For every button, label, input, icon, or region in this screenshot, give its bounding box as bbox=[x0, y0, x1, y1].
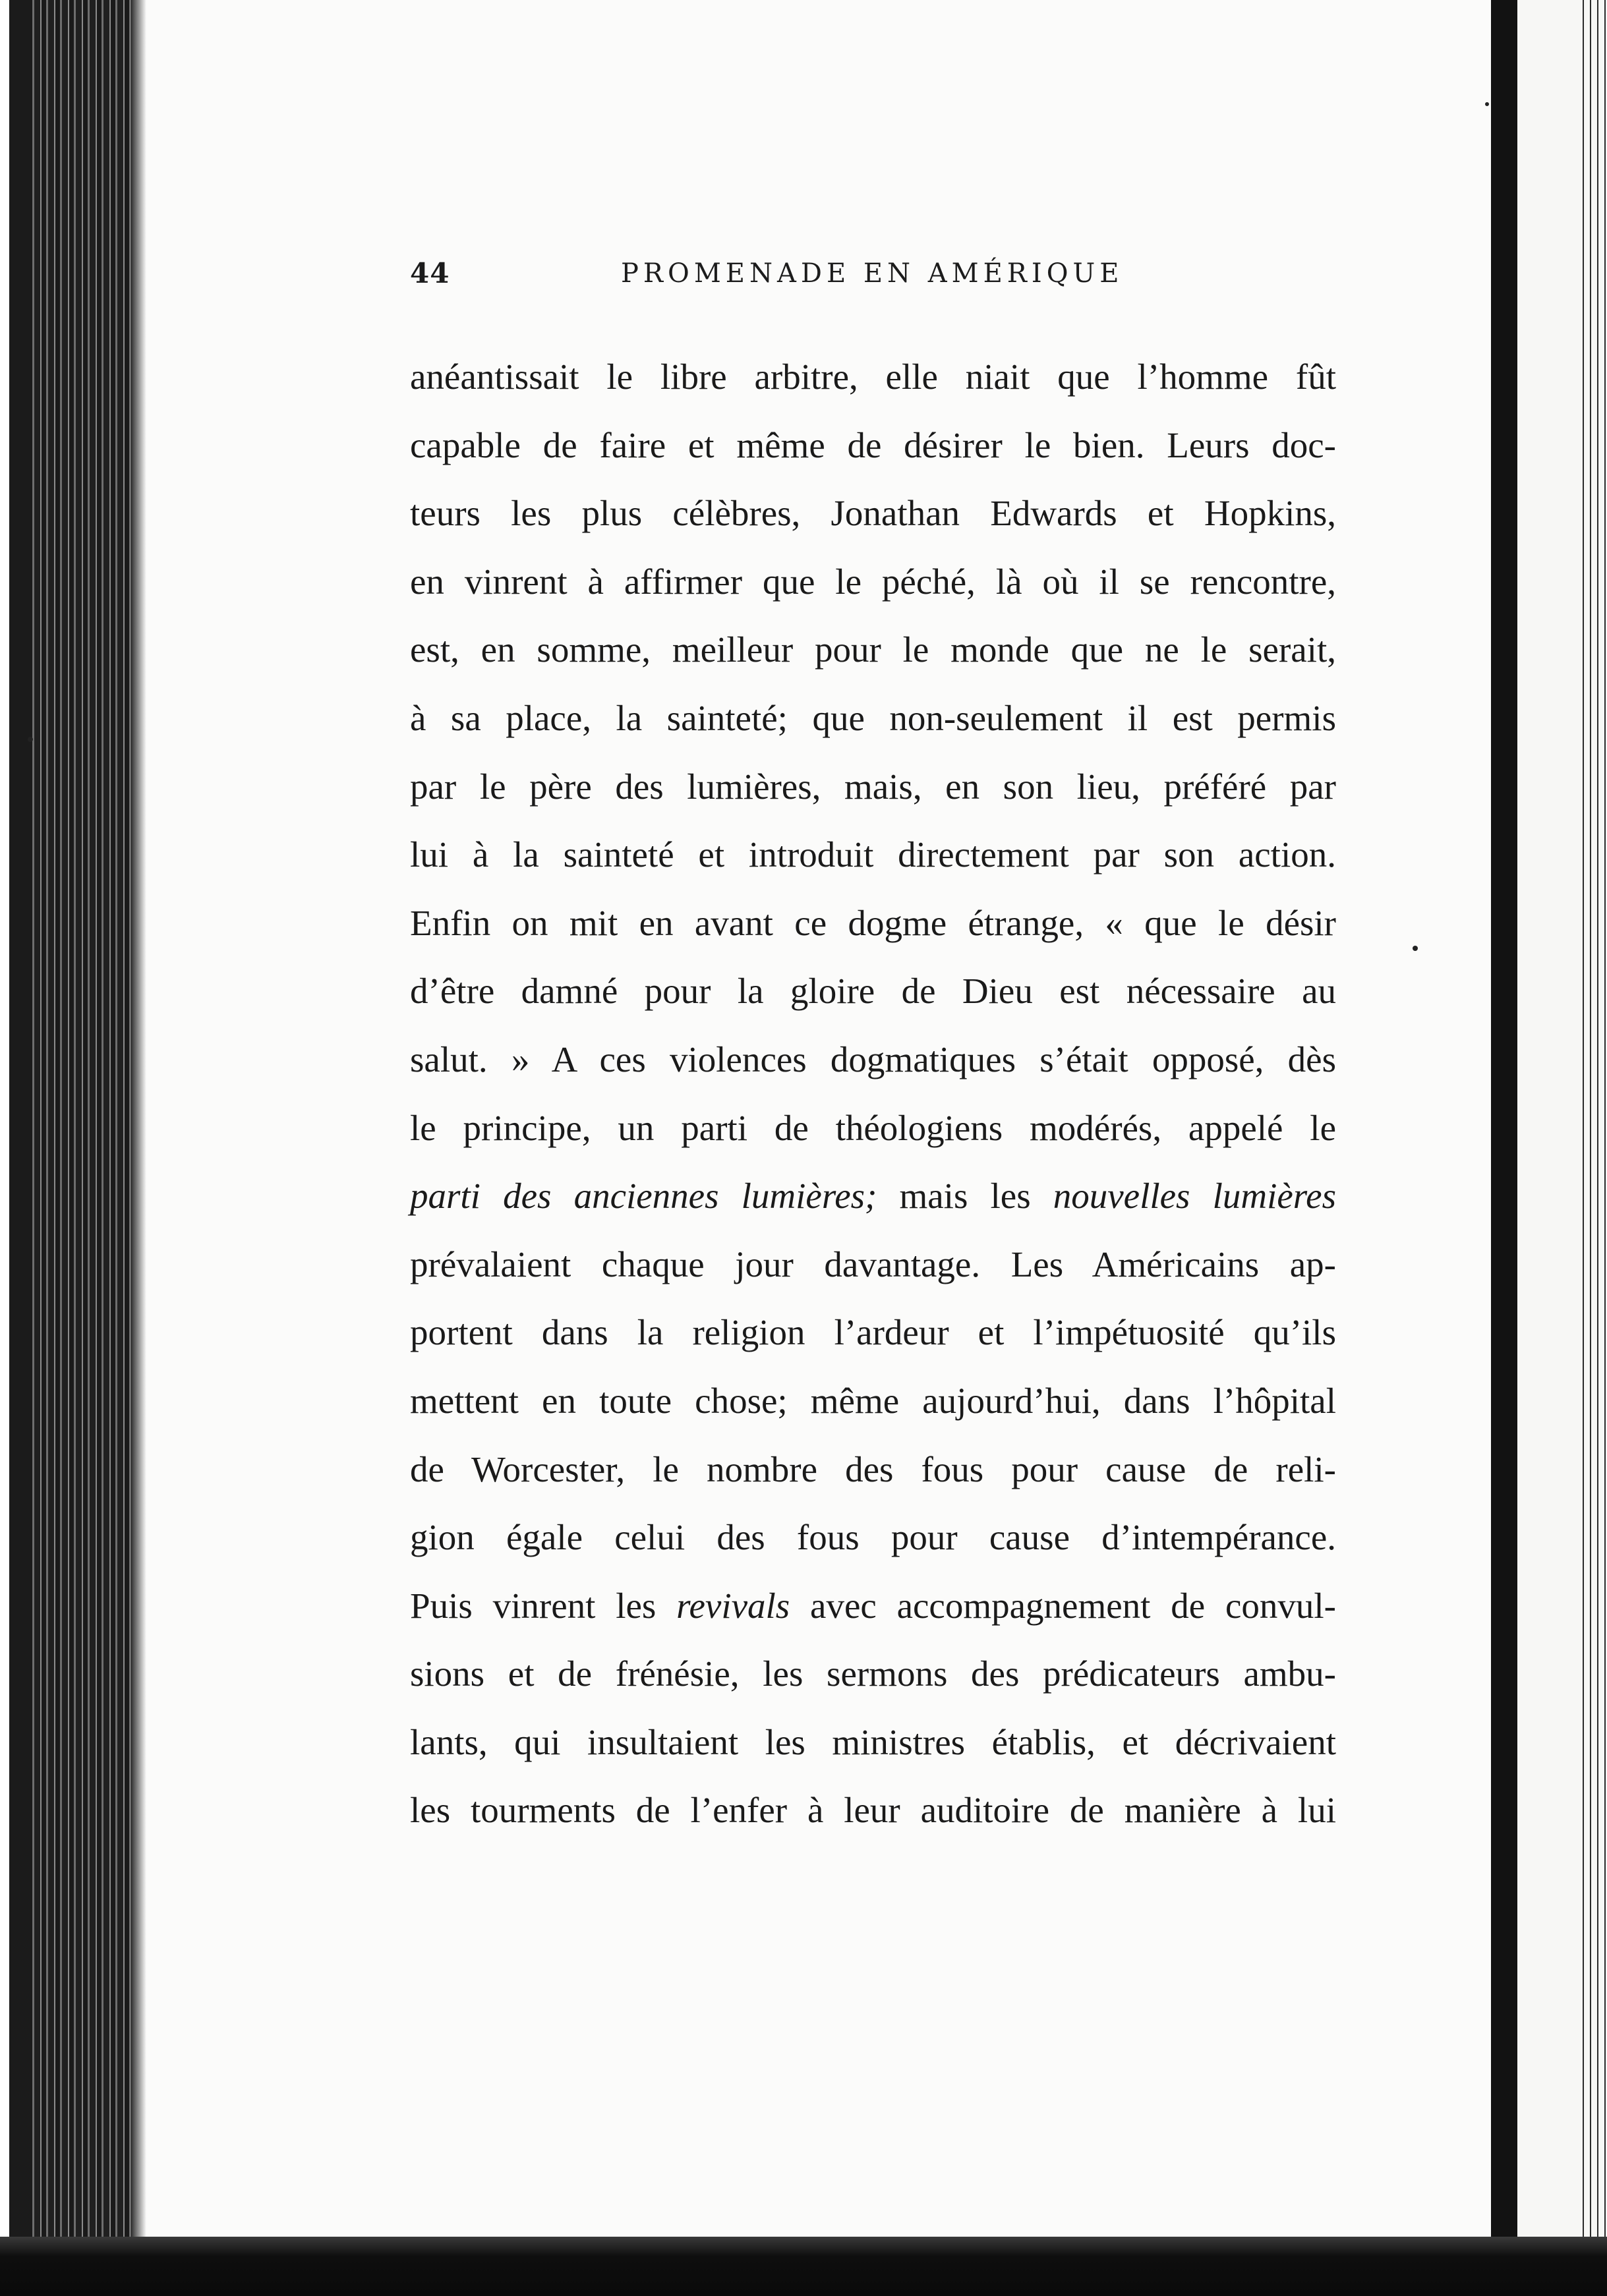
text-line bbox=[410, 343, 1336, 411]
text-segment: les tourments de l’enfer à leur auditoire de manière à lui bbox=[410, 1790, 1336, 1831]
text-line bbox=[410, 1435, 1336, 1504]
scan-left-border bbox=[0, 0, 32, 2296]
text-line bbox=[410, 684, 1336, 753]
scan-bottom-border bbox=[0, 2237, 1607, 2296]
text-segment: sions et de frénésie, les sermons des prédicateurs ambu- bbox=[410, 1653, 1336, 1694]
text-segment: en vinrent à affirmer que le péché, là où il se rencontre, bbox=[410, 561, 1336, 602]
text-segment: Enfin on mit en avant ce dogme étrange, « que le désir bbox=[410, 902, 1336, 943]
italic-text: revivals bbox=[676, 1585, 790, 1626]
text-line bbox=[410, 1367, 1336, 1435]
dust-speck bbox=[28, 737, 33, 742]
running-title: PROMENADE EN AMÉRIQUE bbox=[621, 258, 1124, 289]
text-segment: le principe, un parti de théologiens modérés, appelé le bbox=[410, 1107, 1336, 1148]
text-segment: portent dans la religion l’ardeur et l’impétuosité qu’ils bbox=[410, 1312, 1336, 1353]
text-line bbox=[410, 820, 1336, 889]
text-line bbox=[410, 1230, 1336, 1299]
text-segment: d’être damné pour la gloire de Dieu est nécessaire au bbox=[410, 971, 1336, 1012]
text-segment: de Worcester, le nombre des fous pour cause de reli- bbox=[410, 1449, 1336, 1489]
text-line bbox=[410, 1572, 1336, 1640]
running-head bbox=[410, 257, 1336, 297]
text-segment: par le père des lumières, mais, en son lieu, préféré par bbox=[410, 766, 1336, 807]
text-line bbox=[410, 548, 1336, 616]
scan-right-border bbox=[1491, 0, 1517, 2296]
text-line bbox=[410, 1298, 1336, 1367]
text-line bbox=[410, 753, 1336, 821]
italic-text: parti des anciennes lumières; bbox=[410, 1176, 877, 1217]
text-line bbox=[410, 889, 1336, 958]
text-line bbox=[410, 479, 1336, 548]
text-segment: prévalaient chaque jour davantage. Les Américains ap- bbox=[410, 1244, 1336, 1284]
dust-speck bbox=[1485, 102, 1489, 106]
text-line bbox=[410, 1776, 1336, 1845]
text-line bbox=[410, 1162, 1336, 1230]
text-segment: capable de faire et même de désirer le bien. Leurs doc- bbox=[410, 424, 1336, 465]
text-segment: mettent en toute chose; même aujourd’hui, dans l’hôpital bbox=[410, 1380, 1336, 1421]
text-segment: salut. » A ces violences dogmatiques s’était opposé, dès bbox=[410, 1039, 1336, 1079]
page-number: 44 bbox=[410, 257, 450, 289]
text-segment: gion égale celui des fous pour cause d’intempérance. bbox=[410, 1517, 1336, 1558]
dust-speck bbox=[1413, 946, 1418, 951]
text-line bbox=[410, 1503, 1336, 1572]
text-segment: mais les bbox=[877, 1176, 1053, 1217]
text-line bbox=[410, 1094, 1336, 1162]
page-stack-lines bbox=[1577, 0, 1607, 2296]
text-segment: anéantissait le libre arbitre, elle niait que l’homme fût bbox=[410, 357, 1336, 397]
text-line bbox=[410, 1025, 1336, 1094]
text-segment: est, en somme, meilleur pour le monde que ne le serait, bbox=[410, 629, 1336, 670]
text-segment: teurs les plus célèbres, Jonathan Edwards et Hopkins, bbox=[410, 493, 1336, 534]
gutter-shadow bbox=[132, 0, 146, 2296]
text-line bbox=[410, 411, 1336, 480]
text-line bbox=[410, 616, 1336, 684]
text-line bbox=[410, 1708, 1336, 1777]
text-segment: à sa place, la sainteté; que non-seulement il est permis bbox=[410, 697, 1336, 738]
italic-text: nouvelles lumières bbox=[1053, 1176, 1336, 1217]
text-line bbox=[410, 957, 1336, 1025]
text-segment: lants, qui insultaient les ministres établis, et décrivaient bbox=[410, 1721, 1336, 1762]
text-segment: Puis vinrent les bbox=[410, 1585, 677, 1626]
text-line bbox=[410, 1640, 1336, 1708]
text-segment: lui à la sainteté et introduit directement par son action. bbox=[410, 834, 1336, 875]
text-segment: avec accompagnement de convul- bbox=[790, 1585, 1336, 1626]
body-text bbox=[410, 343, 1336, 1845]
